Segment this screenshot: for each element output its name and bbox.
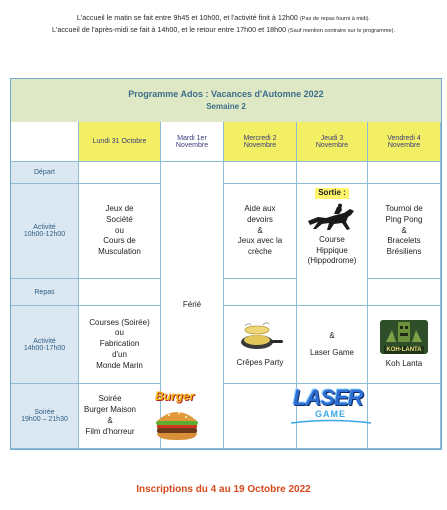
intro-note-morning-text: L'accueil le matin se fait entre 9h45 et 10h00, et l'activité finit à 12h00	[76, 13, 298, 22]
cell-lundi-repas	[79, 279, 161, 306]
cell-mercredi-depart	[224, 162, 297, 184]
program-title-week: Semaine 2	[206, 102, 246, 111]
intro-note-morning-small: (Pas de repas fourni à midi).	[299, 16, 371, 22]
cell-vendredi-depart	[368, 162, 441, 184]
day-header-mardi-name: Mardi 1er	[177, 134, 207, 142]
jeudi-afternoon-line-1: &	[329, 330, 335, 340]
program-table	[10, 78, 442, 450]
day-header-vendredi	[368, 122, 441, 162]
row-label-soiree-time: 19h00 – 21h30	[21, 416, 68, 423]
day-header-vendredi-sub: Novembre	[387, 141, 421, 149]
cell-mercredi-soiree	[224, 384, 297, 449]
row-label-activite-afternoon-text: Activité	[33, 337, 56, 345]
laser-beam-icon	[291, 418, 371, 428]
day-header-lundi-name: Lundi 31 Octobre	[92, 138, 147, 145]
vendredi-morning-line-4: Bracelets	[387, 236, 421, 246]
lundi-afternoon-line-1: Courses (Soirée)	[89, 317, 150, 327]
day-header-jeudi-sub: Novembre	[315, 141, 349, 149]
koh-lanta-logo	[380, 320, 428, 354]
corner-cell	[11, 122, 79, 162]
cell-jeudi-morning	[297, 184, 368, 306]
cell-jeudi-afternoon	[297, 306, 368, 384]
koh-lanta-logo-text: KOH-LANTA	[386, 346, 422, 353]
laser-logo-text: LASER	[293, 385, 363, 410]
lundi-morning-line-5: Musculation	[98, 247, 141, 257]
row-label-activite-morning-time: 10h00-12h00	[23, 231, 66, 238]
row-label-soiree	[11, 384, 79, 449]
vendredi-morning-line-2: Ping Pong	[385, 214, 423, 224]
row-label-activite-morning	[11, 184, 79, 279]
laser-game-logo	[289, 385, 375, 429]
jeudi-afternoon-line-2: Laser Game	[309, 347, 355, 357]
day-header-vendredi-name: Vendredi 4	[387, 134, 421, 142]
intro-note-afternoon-small: (Sauf mention contraire sur le programme).	[288, 28, 396, 34]
cell-vendredi-afternoon	[368, 306, 441, 384]
cell-mercredi-repas	[224, 279, 297, 306]
mercredi-morning-line-1: Aide aux	[244, 204, 276, 213]
cell-mercredi-afternoon	[224, 306, 297, 384]
lundi-soiree-line-3: &	[107, 416, 113, 425]
lundi-morning-line-3: ou	[115, 225, 124, 235]
day-header-mardi	[161, 122, 224, 162]
laser-logo-subtext: GAME	[315, 409, 346, 419]
program-title-main: Programme Ados : Vacances d'Automne 2022	[128, 89, 324, 99]
row-label-soiree-text: Soirée	[34, 409, 55, 416]
burger-logo-text: Burger	[155, 389, 195, 403]
day-header-jeudi	[297, 122, 368, 162]
row-label-depart	[11, 162, 79, 184]
lundi-morning-line-4: Cours de	[103, 236, 136, 246]
day-header-mercredi-name: Mercredi 2	[243, 134, 277, 142]
row-label-activite-morning-text: Activité	[33, 224, 56, 231]
mercredi-morning-line-3: &	[257, 225, 263, 235]
vendredi-afternoon-text: Koh Lanta	[385, 358, 423, 368]
cell-vendredi-repas	[368, 279, 441, 306]
vendredi-morning-line-1: Tournoi de	[385, 204, 423, 213]
horse-jockey-icon	[304, 203, 360, 233]
cell-lundi-depart	[79, 162, 161, 184]
lundi-soiree-line-4: Film d'horreur	[85, 426, 135, 436]
row-label-repas-text: Repas	[34, 288, 55, 296]
registration-dates: Inscriptions du 4 au 19 Octobre 2022	[136, 484, 311, 495]
totem-icon	[384, 322, 424, 342]
intro-note-afternoon-text: L'accueil de l'après-midi se fait à 14h00, et le retour entre 17h00 et 18h00	[51, 25, 287, 34]
vendredi-morning-line-3: &	[401, 225, 407, 235]
row-label-activite-afternoon-time: 14h00-17h00	[23, 344, 66, 352]
day-header-mercredi	[224, 122, 297, 162]
burger-icon	[153, 407, 201, 443]
mercredi-afternoon-text: Crêpes Party	[236, 358, 284, 368]
intro-note-afternoon	[0, 25, 447, 34]
mercredi-morning-line-4: Jeux avec la	[237, 236, 283, 246]
lundi-afternoon-line-3: Fabrication	[99, 339, 140, 349]
lundi-soiree-line-1: Soirée	[98, 394, 122, 404]
row-label-activite-afternoon	[11, 306, 79, 384]
mercredi-morning-line-5: crèche	[247, 247, 272, 257]
cell-lundi-morning	[79, 184, 161, 279]
cell-jeudi-depart	[297, 162, 368, 184]
lundi-morning-line-2: Société	[106, 214, 133, 224]
intro-note-morning	[0, 13, 447, 22]
mercredi-morning-line-2: devoirs	[247, 214, 273, 224]
lundi-afternoon-line-2: ou	[115, 328, 124, 338]
day-header-mardi-sub: Novembre	[175, 141, 209, 149]
program-title	[11, 79, 441, 123]
jeudi-sortie-label: Sortie :	[315, 188, 349, 199]
cell-mercredi-morning	[224, 184, 297, 279]
crepe-pan-icon	[237, 320, 283, 354]
mardi-ferie-text: Férié	[182, 299, 202, 309]
lundi-morning-line-1: Jeux de	[105, 204, 134, 213]
vendredi-morning-line-5: Brésiliens	[386, 247, 422, 257]
jeudi-morning-line-1: Course	[319, 234, 345, 244]
jeudi-morning-line-3: (Hippodrome)	[307, 256, 357, 266]
cell-vendredi-morning	[368, 184, 441, 279]
day-header-lundi	[79, 122, 161, 162]
lundi-afternoon-line-5: Monde Marin	[96, 360, 143, 370]
jeudi-morning-line-2: Hippique	[316, 245, 348, 255]
burger-logo	[147, 387, 207, 447]
lundi-soiree-line-2: Burger Maison	[83, 405, 137, 415]
cell-vendredi-soiree	[368, 384, 441, 449]
day-header-mercredi-sub: Novembre	[243, 141, 277, 149]
row-label-repas	[11, 279, 79, 306]
lundi-afternoon-line-4: d'un	[112, 349, 127, 359]
cell-lundi-afternoon	[79, 306, 161, 384]
day-header-jeudi-name: Jeudi 3	[320, 134, 344, 142]
row-label-depart-text: Départ	[33, 169, 55, 176]
